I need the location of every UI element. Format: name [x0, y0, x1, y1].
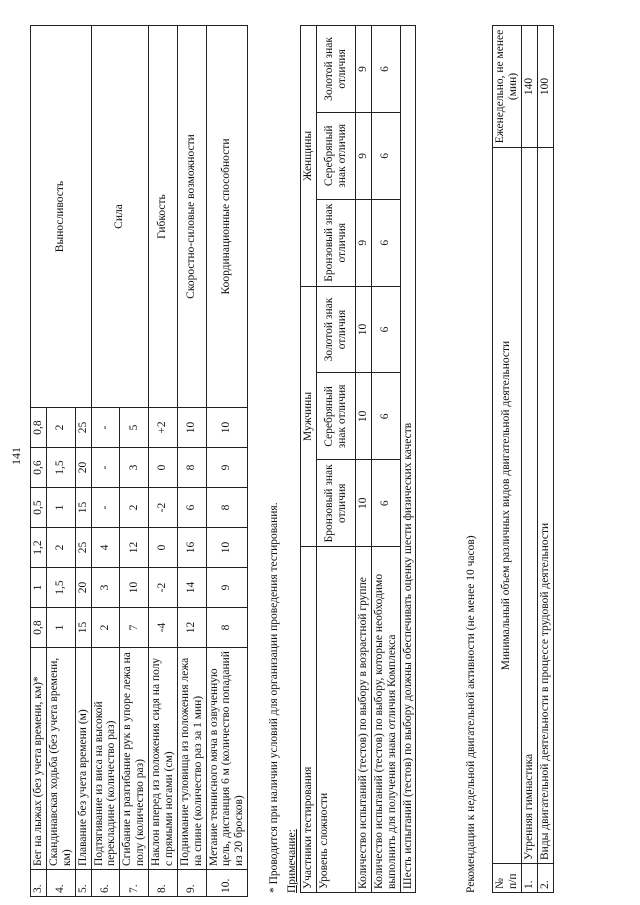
test-value: 25	[75, 408, 91, 448]
row-num: 8.	[149, 870, 178, 897]
test-name: Плавание без учета времени (м)	[75, 648, 91, 870]
test-value: 8	[177, 448, 206, 488]
test-name: Метание теннисного мяча в озвученную цель, дистанция 6 м (количество попаданий из 20 бросков)	[206, 648, 248, 870]
row-num: 3.	[31, 870, 47, 897]
table-cell: 10	[355, 286, 371, 373]
test-value: 0	[149, 448, 178, 488]
test-value: 16	[177, 528, 206, 568]
physical-quality: Гибкость	[149, 26, 178, 408]
badge-header: Серебряный знак отличия	[316, 373, 355, 460]
test-value: 1,2	[31, 528, 47, 568]
test-value: 15	[75, 488, 91, 528]
test-value: 12	[120, 528, 149, 568]
table-cell: 9	[355, 199, 371, 286]
row-num: 10.	[206, 870, 248, 897]
test-value: 0,6	[31, 448, 47, 488]
test-name: Сгибание и разгибание рук в упоре лежа на полу (количество раз)	[120, 648, 149, 870]
table-row	[493, 26, 522, 893]
test-value: 9	[206, 568, 248, 608]
activity-name: Утренняя гимнастика	[521, 148, 537, 864]
test-value: 8	[206, 608, 248, 648]
test-value: 7	[120, 608, 149, 648]
badge-header: Бронзовый знак отличия	[316, 199, 355, 286]
table-row	[355, 26, 371, 893]
test-value: 3	[120, 448, 149, 488]
test-name: Наклон вперед из положения сидя на полу с прямыми ногами (см)	[149, 648, 178, 870]
test-value: 8	[206, 488, 248, 528]
row-label: Количество испытаний (тестов) по выбору в возрастной группе	[355, 547, 371, 893]
col-activity-header: Минимальный объем различных видов двигательной деятельности	[493, 148, 522, 864]
table-cell: 6	[371, 460, 400, 547]
table-row	[301, 26, 317, 893]
row-label: Шесть испытаний (тестов) по выбору должны обеспечивать оценку шести физических качеств	[400, 26, 416, 893]
test-value: -	[91, 448, 120, 488]
table-row	[91, 26, 120, 897]
badge-header: Золотой знак отличия	[316, 26, 355, 113]
badge-header: Золотой знак отличия	[316, 286, 355, 373]
test-value: 15	[75, 608, 91, 648]
test-value: +2	[149, 408, 178, 448]
table-cell: 9	[355, 112, 371, 199]
test-name: Подтягивание из виса на высокой перекладине (количество раз)	[91, 648, 120, 870]
table-cell: 10	[355, 460, 371, 547]
test-value: 2	[91, 608, 120, 648]
recommendation-heading: Рекомендации к недельной двигательной активности (не менее 10 часов)	[465, 535, 477, 893]
test-value: 14	[177, 568, 206, 608]
test-value: -2	[149, 488, 178, 528]
table-row	[400, 26, 416, 893]
weekly-activity-table	[492, 25, 554, 893]
test-value: 3	[91, 568, 120, 608]
physical-quality: Координационные способности	[206, 26, 248, 408]
table-cell: 6	[371, 26, 400, 113]
test-value: 10	[120, 568, 149, 608]
table-cell: 6	[371, 199, 400, 286]
row-num: 2.	[537, 864, 553, 893]
test-value: 1	[31, 568, 47, 608]
test-name: Поднимание туловища из положения лежа на спине (количество раз за 1 мин)	[177, 648, 206, 870]
physical-quality: Скоростно-силовые возможности	[177, 26, 206, 408]
test-value: 0	[149, 528, 178, 568]
physical-quality: Сила	[91, 26, 149, 408]
table-row	[521, 26, 537, 893]
table-cell: 10	[355, 373, 371, 460]
test-value: 10	[177, 408, 206, 448]
table-row	[371, 26, 400, 893]
test-value: 2	[46, 528, 75, 568]
table-cell: 6	[371, 373, 400, 460]
table-row	[537, 26, 553, 893]
badge-header: Бронзовый знак отличия	[316, 460, 355, 547]
women-header: Женщины	[301, 26, 317, 287]
test-value: 10	[206, 408, 248, 448]
test-value: -	[91, 488, 120, 528]
test-name: Скандинавская ходьба (без учета времени, км)	[46, 648, 75, 870]
test-name: Бег на лыжах (без учета времени, км)*	[31, 648, 47, 870]
table-row	[316, 26, 355, 893]
test-value: 20	[75, 568, 91, 608]
row-num: 6.	[91, 870, 120, 897]
col-num-header: № п/п	[493, 864, 522, 893]
test-standards-table	[30, 25, 248, 897]
participants-header: Участники тестирования	[301, 547, 317, 893]
test-value: 1	[46, 488, 75, 528]
table-cell: 6	[371, 286, 400, 373]
test-value: 0,8	[31, 408, 47, 448]
col-weekly-header: Еженедельно, не менее (мин)	[493, 26, 522, 148]
test-value: 5	[120, 408, 149, 448]
footnote: * Проводится при наличии условий для организации проведения тестирования.	[268, 502, 280, 893]
physical-quality: Выносливость	[31, 26, 92, 408]
test-value: 4	[91, 528, 120, 568]
activity-value: 140	[521, 26, 537, 148]
table-row	[206, 26, 248, 897]
table-row	[31, 26, 47, 897]
row-num: 9.	[177, 870, 206, 897]
note-label: Примечание:	[286, 829, 298, 893]
row-num: 1.	[521, 864, 537, 893]
row-label: Количество испытаний (тестов) по выбору, которые необходимо выполнить для получения знака отличия Комплекса	[371, 547, 400, 893]
difficulty-levels-table	[300, 25, 416, 893]
row-num: 5.	[75, 870, 91, 897]
test-value: 2	[46, 408, 75, 448]
test-value: 25	[75, 528, 91, 568]
test-value: -4	[149, 608, 178, 648]
table-cell: 6	[371, 112, 400, 199]
test-value: 1,5	[46, 568, 75, 608]
test-value: 0,5	[31, 488, 47, 528]
test-value: -2	[149, 568, 178, 608]
row-num: 4.	[46, 870, 75, 897]
test-value: 12	[177, 608, 206, 648]
table-cell: 9	[355, 26, 371, 113]
test-value: 1	[46, 608, 75, 648]
test-value: 1,5	[46, 448, 75, 488]
test-value: 20	[75, 448, 91, 488]
men-header: Мужчины	[301, 286, 317, 547]
test-value: 2	[120, 488, 149, 528]
activity-value: 100	[537, 26, 553, 148]
page-number: 141	[9, 447, 23, 465]
test-value: 10	[206, 528, 248, 568]
table-row	[149, 26, 178, 897]
row-num: 7.	[120, 870, 149, 897]
badge-header: Серебряный знак отличия	[316, 112, 355, 199]
test-value: -	[91, 408, 120, 448]
test-value: 0,8	[31, 608, 47, 648]
activity-name: Виды двигательной деятельности в процессе трудовой деятельности	[537, 148, 553, 864]
level-header: Уровень сложности	[316, 547, 355, 893]
test-value: 6	[177, 488, 206, 528]
table-row	[177, 26, 206, 897]
test-value: 9	[206, 448, 248, 488]
